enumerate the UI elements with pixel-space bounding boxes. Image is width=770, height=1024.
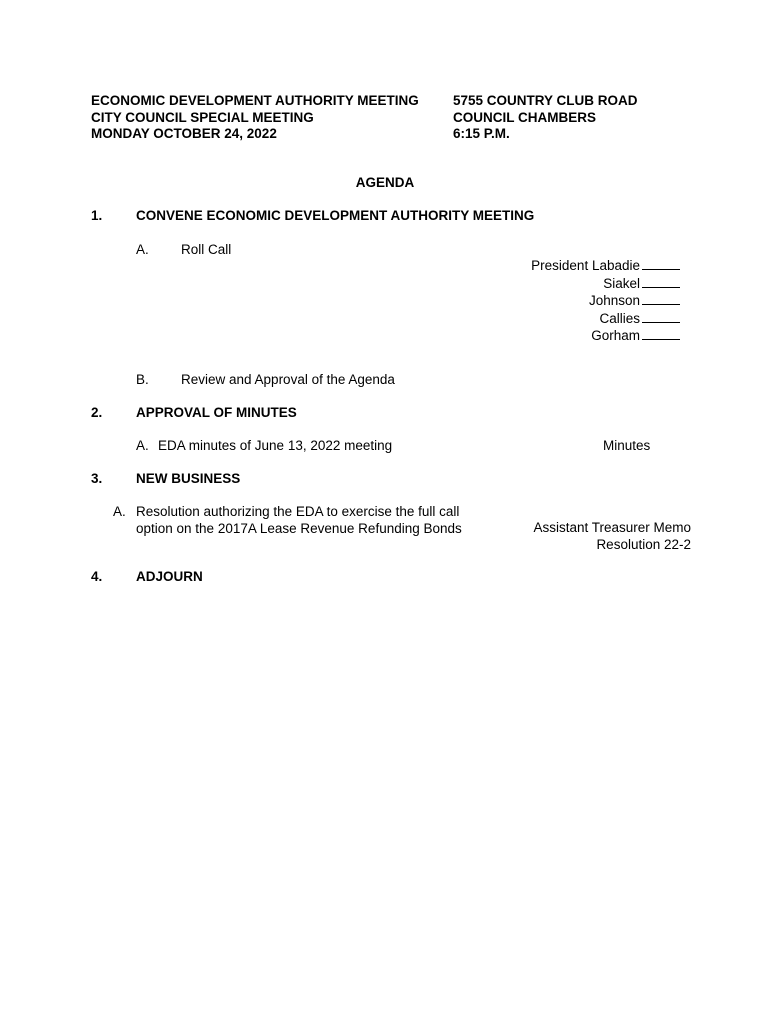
header-line: CITY COUNCIL SPECIAL MEETING: [91, 109, 314, 125]
header-line: 5755 COUNTRY CLUB ROAD: [453, 93, 638, 108]
header-line: 6:15 P.M.: [453, 126, 510, 141]
roll-call-entry: [440, 292, 680, 310]
item-text: Review and Approval of the Agenda: [181, 372, 395, 387]
section-title: NEW BUSINESS: [136, 471, 241, 486]
roll-call-name: Johnson: [588, 293, 640, 308]
signature-blank: [642, 275, 680, 288]
section-number: 3.: [91, 471, 103, 486]
attachment-list: [533, 520, 691, 553]
roll-call-entry: [440, 275, 680, 293]
attachment-label: Assistant Treasurer Memo: [533, 520, 691, 535]
roll-call-name: President Labadie: [531, 258, 640, 273]
item-text: [136, 504, 462, 537]
signature-blank: [642, 292, 680, 305]
section-number: 1.: [91, 208, 103, 223]
roll-call-name: Gorham: [591, 328, 640, 343]
section-title: CONVENE ECONOMIC DEVELOPMENT AUTHORITY MEETING: [136, 208, 535, 223]
item-text-line: Resolution authorizing the EDA to exercise the full call: [136, 504, 460, 519]
header-line: MONDAY OCTOBER 24, 2022: [91, 126, 277, 141]
roll-call-entry: [440, 310, 680, 328]
item-letter: A.: [113, 504, 126, 519]
header-line: COUNCIL CHAMBERS: [453, 109, 597, 125]
roll-call-list: [440, 257, 680, 345]
item-letter: A.: [136, 242, 149, 257]
agenda-title: AGENDA: [355, 175, 415, 190]
section-title: APPROVAL OF MINUTES: [136, 405, 297, 420]
roll-call-entry: [440, 257, 680, 275]
header-meeting-info: [91, 93, 419, 143]
item-text-line: option on the 2017A Lease Revenue Refunding Bonds: [136, 520, 462, 536]
section-number: 2.: [91, 405, 103, 420]
signature-blank: [642, 327, 680, 340]
section-number: 4.: [91, 569, 103, 584]
section-title: ADJOURN: [136, 569, 203, 584]
header-line: ECONOMIC DEVELOPMENT AUTHORITY MEETING: [91, 93, 419, 108]
header-location-info: [453, 93, 638, 143]
item-text: Roll Call: [181, 242, 232, 257]
signature-blank: [642, 310, 680, 323]
signature-blank: [642, 257, 680, 270]
item-letter: A.: [136, 438, 149, 453]
roll-call-name: Callies: [599, 310, 640, 326]
item-text: EDA minutes of June 13, 2022 meeting: [158, 438, 393, 453]
attachment-label: Resolution 22-2: [596, 536, 691, 552]
roll-call-name: Siakel: [603, 275, 640, 291]
roll-call-entry: [440, 327, 680, 345]
attachment-label: Minutes: [603, 438, 651, 453]
item-letter: B.: [136, 372, 149, 387]
